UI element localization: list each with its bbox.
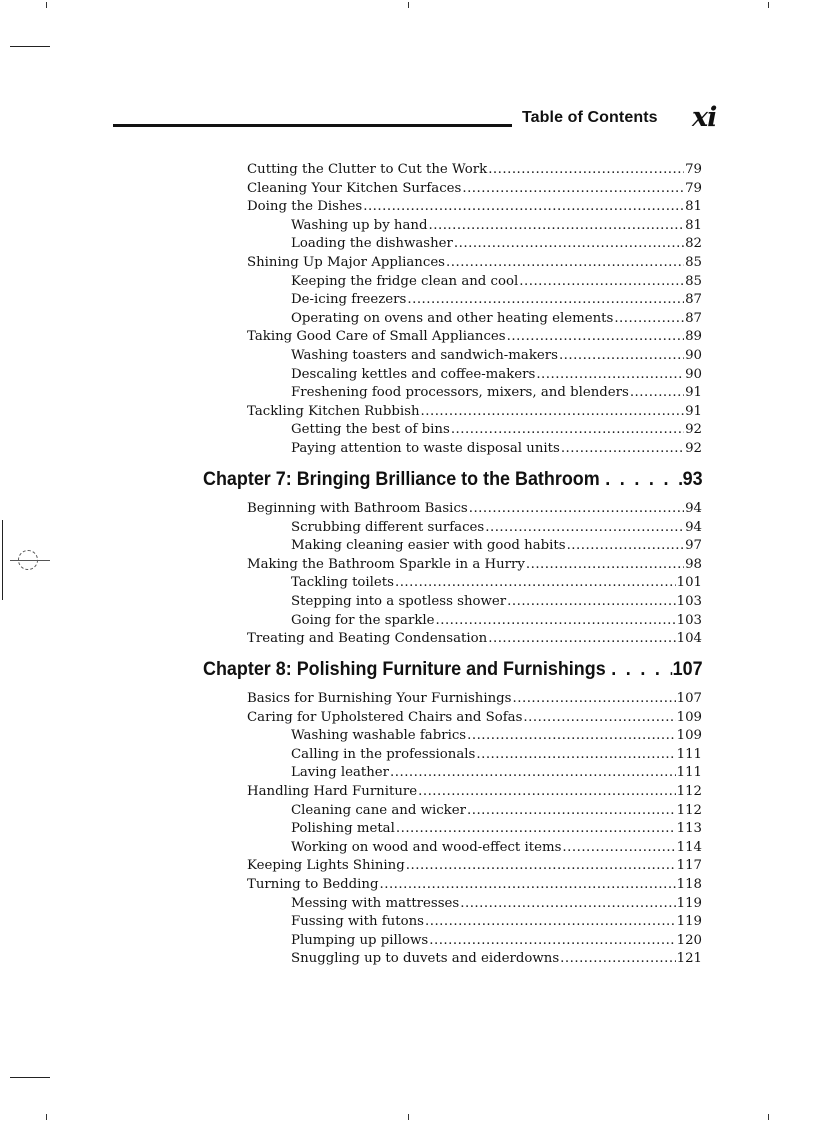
toc-entry-page: 82 bbox=[685, 236, 702, 252]
toc-entry bbox=[291, 348, 702, 367]
registration-mark-circle bbox=[18, 550, 38, 570]
toc-entry-title: Calling in the professionals bbox=[291, 746, 476, 762]
crop-tick bbox=[46, 2, 47, 8]
toc-entry bbox=[291, 896, 702, 915]
toc-entry-page: 91 bbox=[685, 385, 702, 401]
toc-entry-title: Washing up by hand bbox=[291, 217, 428, 233]
dot-leader bbox=[454, 236, 684, 251]
dot-leader bbox=[467, 728, 676, 743]
toc-entry-title: Treating and Beating Condensation bbox=[247, 631, 488, 647]
dot-leader bbox=[526, 557, 684, 572]
crop-mark-left-vertical bbox=[2, 520, 3, 600]
header-rule bbox=[113, 124, 512, 127]
toc-entry bbox=[247, 784, 702, 803]
toc-entry bbox=[291, 728, 702, 747]
toc-entry-page: 118 bbox=[676, 877, 702, 892]
dot-leader bbox=[421, 404, 685, 419]
toc-entry-title: Tackling toilets bbox=[291, 575, 394, 591]
dot-leader bbox=[429, 933, 675, 948]
toc-entry-title: Fussing with futons bbox=[291, 914, 424, 930]
toc-entry-page: 81 bbox=[685, 199, 702, 215]
dot-leader bbox=[451, 422, 684, 437]
toc-entry-page: 92 bbox=[685, 422, 702, 438]
toc-entry bbox=[291, 311, 702, 330]
running-head-title: Table of Contents bbox=[522, 109, 658, 126]
toc-entry-page: 120 bbox=[676, 932, 702, 948]
dot-leader bbox=[559, 348, 684, 363]
dot-leader bbox=[469, 501, 684, 516]
dot-leader bbox=[562, 840, 675, 855]
chapter-8-heading bbox=[203, 658, 703, 681]
toc-entry bbox=[247, 557, 702, 576]
toc-entry-title: Turning to Bedding bbox=[247, 877, 379, 892]
crop-mark-bottom-left bbox=[10, 1077, 50, 1078]
toc-entry bbox=[291, 840, 702, 859]
dot-leader bbox=[396, 821, 676, 836]
toc-entry-page: 90 bbox=[685, 348, 702, 363]
toc-entry bbox=[291, 520, 702, 539]
toc-entry-title: Beginning with Bathroom Basics bbox=[247, 501, 468, 516]
toc-entry bbox=[291, 594, 702, 613]
toc-entry-title: Getting the best of bins bbox=[291, 422, 450, 438]
toc-entry bbox=[247, 181, 702, 200]
toc-entry bbox=[291, 914, 702, 933]
dot-leader bbox=[379, 877, 675, 892]
dot-leader bbox=[567, 538, 685, 553]
dot-leader bbox=[630, 385, 684, 400]
toc-entry bbox=[291, 765, 702, 784]
toc-entry bbox=[291, 385, 702, 404]
toc-entry-page: 79 bbox=[685, 180, 702, 196]
toc-entry-page: 89 bbox=[685, 329, 702, 345]
toc-entry-page: 114 bbox=[676, 839, 702, 855]
toc-entry bbox=[291, 367, 702, 386]
dot-leader bbox=[488, 631, 675, 646]
toc-entry-page: 111 bbox=[676, 765, 702, 781]
toc-entry bbox=[291, 236, 702, 255]
toc-entry-title: Stepping into a spotless shower bbox=[291, 594, 507, 609]
toc-entry bbox=[291, 933, 702, 952]
toc-entry-page: 109 bbox=[676, 728, 702, 744]
toc-entry-title: Keeping Lights Shining bbox=[247, 858, 405, 874]
dot-leader bbox=[476, 747, 675, 762]
chapter-page: 107 bbox=[672, 658, 703, 680]
dot-leader bbox=[488, 162, 684, 177]
dot-leader bbox=[429, 218, 685, 233]
toc-entry-title: Going for the sparkle bbox=[291, 612, 435, 628]
dot-leader bbox=[460, 896, 675, 911]
toc-entry-page: 112 bbox=[676, 802, 702, 818]
toc-entry-title: Paying attention to waste disposal units bbox=[291, 441, 560, 456]
toc-entry bbox=[291, 441, 702, 460]
toc-entry-page: 87 bbox=[685, 310, 702, 326]
toc-entry-page: 94 bbox=[685, 501, 702, 516]
chapter-title: Chapter 7: Bringing Brilliance to the Bathroom bbox=[203, 468, 600, 490]
toc-entry-page: 119 bbox=[676, 914, 702, 930]
toc-entry-page: 107 bbox=[676, 691, 702, 706]
dot-leader bbox=[507, 329, 684, 344]
toc-entry bbox=[247, 404, 702, 423]
toc-entry-title: Tackling Kitchen Rubbish bbox=[247, 403, 420, 419]
crop-tick bbox=[768, 2, 769, 8]
toc-entry-title: Freshening food processors, mixers, and blenders bbox=[291, 385, 629, 401]
toc-entry-title: Cleaning cane and wicker bbox=[291, 802, 466, 818]
dot-leader bbox=[485, 520, 684, 535]
toc-entry-title: Making cleaning easier with good habits bbox=[291, 538, 566, 554]
chapter-7-heading bbox=[203, 468, 703, 491]
toc-entry bbox=[247, 199, 702, 218]
toc-entry bbox=[247, 255, 702, 274]
toc-entry-page: 121 bbox=[676, 951, 702, 967]
toc-entry bbox=[247, 877, 702, 896]
dot-leader bbox=[519, 274, 684, 289]
dot-leader bbox=[606, 658, 673, 681]
toc-entry bbox=[291, 292, 702, 311]
crop-tick bbox=[46, 1114, 47, 1120]
dot-leader bbox=[614, 311, 684, 326]
toc-entry bbox=[291, 821, 702, 840]
toc-entry bbox=[247, 858, 702, 877]
toc-entry-page: 97 bbox=[685, 538, 702, 554]
toc-entry-page: 90 bbox=[685, 366, 702, 382]
toc-entry bbox=[291, 274, 702, 293]
toc-entry bbox=[247, 710, 702, 729]
toc-entry-title: Scrubbing different surfaces bbox=[291, 519, 485, 535]
dot-leader bbox=[507, 594, 675, 609]
toc-entry-title: Handling Hard Furniture bbox=[247, 784, 418, 799]
toc-entry-title: Shining Up Major Appliances bbox=[247, 255, 446, 270]
toc-entry-title: Messing with mattresses bbox=[291, 895, 460, 911]
toc-entry bbox=[291, 575, 702, 594]
dot-leader bbox=[560, 951, 675, 966]
toc-entry bbox=[247, 631, 702, 650]
dot-leader bbox=[390, 765, 676, 780]
dot-leader bbox=[467, 803, 676, 818]
page-number: xi bbox=[692, 102, 717, 133]
toc-entry-title: Snuggling up to duvets and eiderdowns bbox=[291, 951, 560, 967]
toc-entry bbox=[291, 613, 702, 632]
toc-entry-page: 101 bbox=[676, 575, 702, 591]
dot-leader bbox=[363, 199, 684, 214]
dot-leader bbox=[462, 181, 684, 196]
dot-leader bbox=[406, 858, 676, 873]
dot-leader bbox=[425, 914, 676, 929]
toc-entry-title: De-icing freezers bbox=[291, 292, 407, 308]
toc-entry-title: Operating on ovens and other heating elements bbox=[291, 310, 614, 326]
toc-entry-page: 79 bbox=[685, 162, 702, 177]
crop-tick bbox=[408, 1114, 409, 1120]
toc-entry-title: Keeping the fridge clean and cool bbox=[291, 273, 519, 289]
toc-entry bbox=[291, 951, 702, 970]
dot-leader bbox=[436, 613, 676, 628]
toc-entry-page: 109 bbox=[676, 709, 702, 725]
toc-entry-title: Washing toasters and sandwich-makers bbox=[291, 348, 558, 363]
toc-entry-page: 113 bbox=[676, 821, 702, 837]
dot-leader bbox=[418, 784, 675, 799]
toc-entry-title: Polishing metal bbox=[291, 821, 395, 837]
toc-entry-page: 98 bbox=[685, 556, 702, 572]
toc-entry-title: Washing washable fabrics bbox=[291, 728, 467, 744]
toc-entry bbox=[291, 803, 702, 822]
dot-leader bbox=[395, 575, 676, 590]
crop-mark-top-left bbox=[10, 46, 50, 47]
toc-entry-page: 119 bbox=[676, 895, 702, 911]
toc-entry-title: Cutting the Clutter to Cut the Work bbox=[247, 162, 488, 177]
toc-entry-page: 103 bbox=[676, 594, 702, 609]
toc-entry-page: 92 bbox=[685, 441, 702, 456]
crop-tick bbox=[768, 1114, 769, 1120]
dot-leader bbox=[561, 441, 684, 456]
toc-entry bbox=[247, 691, 702, 710]
toc-entry-title: Plumping up pillows bbox=[291, 932, 429, 948]
toc-entry-title: Doing the Dishes bbox=[247, 199, 363, 215]
toc-entry-title: Descaling kettles and coffee-makers bbox=[291, 366, 536, 382]
toc-entry-page: 104 bbox=[676, 631, 702, 647]
dot-leader bbox=[513, 691, 676, 706]
dot-leader bbox=[407, 292, 684, 307]
chapter-title: Chapter 8: Polishing Furniture and Furnishings bbox=[203, 658, 606, 680]
toc-entry-page: 103 bbox=[676, 612, 702, 628]
toc-entry-page: 81 bbox=[685, 217, 702, 233]
toc-entry-title: Basics for Burnishing Your Furnishings bbox=[247, 691, 512, 706]
toc-entry-page: 91 bbox=[685, 403, 702, 419]
toc-entry-title: Taking Good Care of Small Appliances bbox=[247, 329, 506, 345]
toc-entry bbox=[247, 329, 702, 348]
toc-entry-title: Working on wood and wood-effect items bbox=[291, 839, 562, 855]
toc-entry-page: 85 bbox=[685, 255, 702, 270]
crop-tick bbox=[408, 2, 409, 8]
dot-leader bbox=[536, 367, 684, 382]
toc-entry bbox=[247, 501, 702, 520]
chapter-page: 93 bbox=[682, 468, 703, 490]
dot-leader bbox=[600, 468, 683, 491]
toc-entry-page: 111 bbox=[676, 746, 702, 762]
toc-entry-title: Loading the dishwasher bbox=[291, 236, 453, 252]
toc-entry bbox=[291, 422, 702, 441]
dot-leader bbox=[523, 710, 675, 725]
toc-entry bbox=[291, 747, 702, 766]
toc-entry bbox=[247, 162, 702, 181]
toc-entry-page: 94 bbox=[685, 519, 702, 535]
toc-entry-page: 87 bbox=[685, 292, 702, 308]
toc-entry-page: 85 bbox=[685, 273, 702, 289]
toc-entry bbox=[291, 538, 702, 557]
toc-entry bbox=[291, 218, 702, 237]
toc-entry-title: Caring for Upholstered Chairs and Sofas bbox=[247, 709, 523, 725]
toc-entry-page: 117 bbox=[676, 858, 702, 874]
toc-entry-title: Making the Bathroom Sparkle in a Hurry bbox=[247, 556, 525, 572]
toc-entry-page: 112 bbox=[676, 784, 702, 799]
toc-entry-title: Laving leather bbox=[291, 765, 390, 781]
toc-entry-title: Cleaning Your Kitchen Surfaces bbox=[247, 180, 462, 196]
dot-leader bbox=[446, 255, 684, 270]
